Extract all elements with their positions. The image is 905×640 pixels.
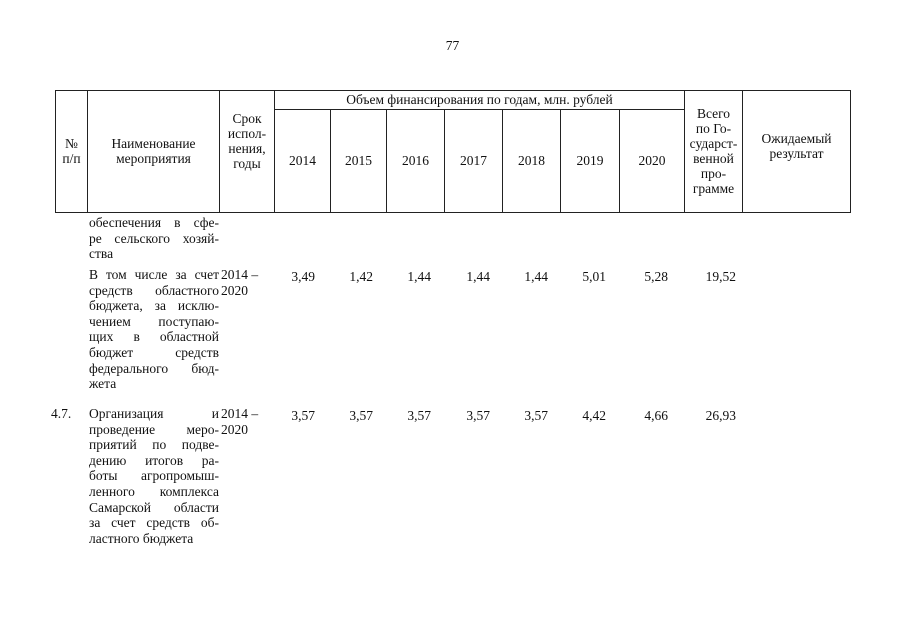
row-value: 3,57 [466,408,490,423]
header-term: Срок испол-нения, годы [227,111,267,171]
header-year: 2018 [518,153,545,168]
name-line: бюджет средств [89,344,219,360]
header-year: 2015 [345,153,372,168]
row-value: 5,01 [582,269,606,284]
name-line: ре сельского хозяй- [89,230,219,246]
row-total: 26,93 [705,408,736,423]
table-header [55,90,850,213]
row-total: 19,52 [705,269,736,284]
name-line: чением поступаю- [89,313,219,329]
name-line: Организация и [89,406,219,421]
row-term: 2014 – 2020 [221,406,259,437]
row-value: 1,44 [407,269,431,284]
row-name [89,406,219,546]
name-line: приятий по подве- [89,437,219,453]
row-term: 2014 – 2020 [221,267,259,298]
row-value: 3,57 [349,408,373,423]
row-value: 3,49 [291,269,315,284]
name-line: средств областного [89,282,219,298]
header-year: 2020 [638,153,666,168]
row-name [89,215,219,262]
col-divider [850,90,851,213]
name-line: за счет средств об- [89,515,219,531]
name-line: проведение меро- [89,421,219,437]
row-number: 4.7. [51,406,72,421]
name-line: боты агропромыш- [89,468,219,484]
name-line: В том числе за счет [89,267,219,282]
name-line: щих в областной [89,329,219,345]
header-bottom-border [55,212,850,213]
header-year: 2014 [289,153,316,168]
header-number: № п/п [62,136,81,166]
name-line: обеспечения в сфе- [89,215,219,230]
name-line: жета [89,376,117,392]
header-funding-group: Объем финансирования по годам, млн. рублей [346,92,613,107]
header-total: Всего по Го-сударст-венной про-грамме [689,106,738,196]
row-value: 1,44 [466,269,490,284]
row-value: 3,57 [407,408,431,423]
name-line: бюджета, за исклю- [89,298,219,314]
header-year: 2017 [460,153,487,168]
header-year: 2016 [402,153,429,168]
name-line: ленного комплекса [89,483,219,499]
name-line: дению итогов ра- [89,452,219,468]
name-line: ластного бюджета [89,530,194,546]
name-line: ства [89,246,114,262]
row-value: 1,42 [349,269,373,284]
row-value: 4,42 [582,408,606,423]
row-value: 3,57 [291,408,315,423]
header-name: Наименование мероприятия [111,136,196,166]
row-value: 1,44 [524,269,548,284]
name-line: Самарской области [89,499,219,515]
row-name [89,267,219,392]
page-number: 77 [445,38,460,53]
row-value: 3,57 [524,408,548,423]
row-value: 4,66 [644,408,668,423]
name-line: федерального бюд- [89,360,219,376]
header-result: Ожидаемый результат [761,131,832,161]
row-value: 5,28 [644,269,668,284]
header-year: 2019 [576,153,604,168]
